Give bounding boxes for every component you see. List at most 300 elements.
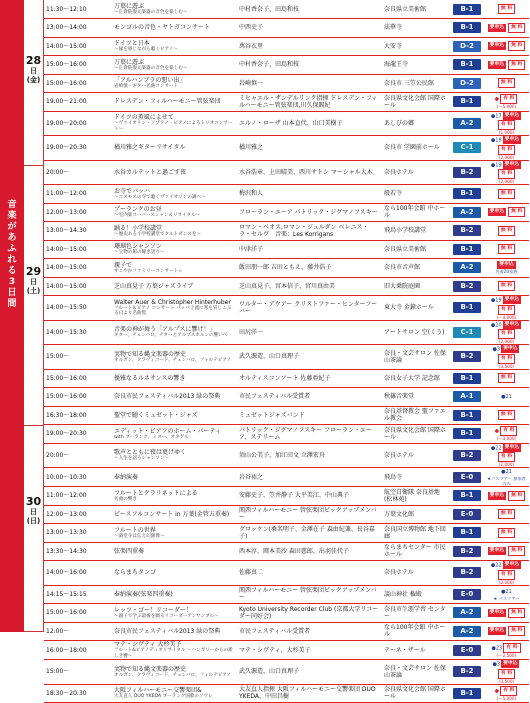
event-title: 踊る！小学校講堂	[114, 224, 163, 232]
event-performers: ミヒャエル・ザンデルリンク指揮 ドレスデン・フィルハーモニー管弦楽団,川久保賜紀	[237, 93, 382, 112]
area-code-cell	[450, 259, 484, 278]
table-row	[44, 259, 529, 278]
area-code-badge: A-2	[453, 207, 481, 218]
table-row	[44, 585, 529, 604]
event-venue: 大安寺	[382, 37, 450, 56]
event-time: 13:00〜13:30	[44, 524, 112, 543]
event-performers: 武久源造、山口真理子	[237, 345, 382, 370]
area-code-cell	[450, 684, 484, 703]
event-subtitle: オルガン、クラヴィコード、チェンバロ、フォルテピアノ	[114, 672, 232, 678]
event-time: 14:00〜16:00	[44, 561, 112, 586]
event-time: 15:00〜	[44, 345, 112, 370]
reservation-cell	[484, 19, 529, 38]
event-venue: 奈良県文化会館 国際ホール	[382, 684, 450, 703]
area-code-badge: A-2	[453, 262, 481, 273]
table-row	[44, 468, 529, 487]
event-title-cell	[112, 369, 237, 388]
reservation-cell	[484, 259, 529, 278]
event-venue: 奈良県立美術館	[382, 0, 450, 19]
area-code-cell	[450, 203, 484, 222]
application-required-badge: 要申込	[489, 61, 505, 67]
table-row	[44, 604, 529, 623]
application-required-badge: 要申込	[489, 548, 505, 554]
area-code-cell	[450, 542, 484, 561]
free-badge: 無 料	[498, 4, 515, 14]
event-performers: 須山公美子、加江田文 立澤宏舟	[237, 443, 382, 468]
event-performers: エルノ・ローザ 山本直代、山口美樹子	[237, 111, 382, 136]
event-subtitle: 〜歴史ある小学校講堂でクルトダンスを〜	[114, 231, 202, 237]
reservation-cell	[484, 443, 529, 468]
area-code-cell	[450, 240, 484, 259]
event-venue: 飛鳥寺	[382, 468, 450, 487]
event-venue: なら100年会館 中ホール	[382, 203, 450, 222]
paid-badge: 有 料	[498, 452, 515, 462]
event-time: 14:00〜15:00	[44, 240, 112, 259]
event-title: Walter Auer & Christopher Hinterhuber	[114, 298, 231, 306]
event-performers: 田尻洋一	[237, 320, 382, 345]
event-title-cell	[112, 660, 237, 685]
reservation-cell	[484, 542, 529, 561]
event-title-cell	[112, 222, 237, 241]
area-code-cell	[450, 56, 484, 75]
reservation-cell	[484, 369, 529, 388]
event-time: 15:00〜16:00	[44, 604, 112, 623]
application-required-badge: 要申込	[504, 444, 520, 450]
event-title-cell	[112, 388, 237, 407]
event-title-cell	[112, 240, 237, 259]
table-row	[44, 56, 529, 75]
event-performers: 市民フェスティバル受賞者	[237, 388, 382, 407]
reservation-cell	[484, 93, 529, 112]
area-code-badge: A-2	[453, 626, 481, 637]
day-label-28: 28 日 (金)	[24, 0, 44, 166]
event-title-cell	[112, 542, 237, 561]
event-venue: 法華寺	[382, 19, 450, 38]
table-row	[44, 111, 529, 136]
ticket-price: (〜3,000)	[496, 436, 517, 442]
paid-badge: 有 料	[498, 169, 515, 179]
reservation-cell	[484, 56, 529, 75]
event-subtitle: 〜親子で学ぶ最後を願るリコーダーアンサンブル〜	[114, 613, 219, 619]
event-venue: 奈良市生涯学習 センター	[382, 604, 450, 623]
event-venue: 奈良国立博物館 地下回廊	[382, 524, 450, 543]
reservation-cell	[484, 622, 529, 641]
event-time: 18:30〜20:30	[44, 684, 112, 703]
reservation-cell	[484, 345, 529, 370]
table-row	[44, 425, 529, 444]
event-subtitle: 岩崎慎一ギター名曲コンサート	[114, 84, 179, 89]
area-code-badge: B-2	[453, 225, 481, 236]
area-code-badge: B-2	[453, 281, 481, 292]
ticket-price: (〜4,000)	[496, 314, 517, 320]
event-title: ドレスデン・フィルハーモニー管弦楽団	[114, 98, 221, 106]
event-subtitle: 大友直人 DUO YKEDA ブーランク国歌のソワレ	[114, 694, 213, 699]
table-row	[44, 222, 529, 241]
event-performers: 佐藤真二	[237, 561, 382, 586]
event-performers: パトリック・ジグマノフスキー フローラン・エーア、ステリーム	[237, 425, 382, 444]
event-title: 楢川雅之ギターリサイタル	[114, 144, 186, 152]
event-subtitle: 〜宝物の館の瞳き語り〜	[114, 250, 165, 255]
area-code-cell	[450, 93, 484, 112]
free-badge: 無 料	[508, 608, 525, 618]
table-row	[44, 622, 529, 641]
free-badge: 無 料	[498, 410, 515, 420]
event-title: レッツ・ゴー！リコーダー！	[114, 606, 192, 614]
area-code-badge: D-2	[453, 78, 481, 89]
area-code-badge: B-1	[453, 527, 481, 538]
event-title-cell	[112, 604, 237, 623]
event-venue: 奈良ホテル	[382, 561, 450, 586]
event-time: 11:00〜12:00	[44, 487, 112, 506]
application-required-badge: 要申込	[499, 262, 514, 268]
day-label-29: 29 日 (土)	[24, 166, 44, 426]
event-performers: 芝山真見子、宮本信子、宮川真由美	[237, 277, 382, 296]
event-title-cell	[112, 185, 237, 204]
area-code-badge: B-1	[453, 4, 481, 15]
event-time: 10:00〜10:30	[44, 468, 112, 487]
paid-badge: 有 料	[498, 669, 515, 679]
area-code-cell	[450, 160, 484, 185]
event-venue: 奈良・文芸サロン 佐保山茶論	[382, 345, 450, 370]
reservation-cell	[484, 684, 529, 703]
event-title: 万葉に遊ぶ	[114, 58, 145, 66]
area-code-cell	[450, 320, 484, 345]
event-time: 13:00〜14:00	[44, 19, 112, 38]
event-performers: 市民フェスティバル受賞者	[237, 622, 382, 641]
table-row	[44, 684, 529, 703]
event-performers: 楢川雅之	[237, 136, 382, 161]
area-code-badge: B-1	[453, 373, 481, 384]
reservation-cell	[484, 296, 529, 321]
table-row	[44, 406, 529, 425]
event-performers: 萬谷衣里	[237, 37, 382, 56]
event-subtitle: 〜正倉院復元楽器の音色を楽しむ〜	[114, 9, 188, 15]
event-venue: 奈良ホテル	[382, 443, 450, 468]
event-time: 19:00〜20:30	[44, 136, 112, 161]
event-title: 「アルハンブラの想い出」	[114, 77, 186, 84]
event-performers: ミュゼットジャズバンド	[237, 406, 382, 425]
free-badge: 無 料	[508, 546, 525, 556]
day-label-30: 30 日 (日)	[24, 426, 44, 632]
table-row	[44, 443, 529, 468]
event-title-cell	[112, 468, 237, 487]
application-required-badge: 要申込	[504, 137, 520, 142]
area-code-badge: B-1	[453, 302, 481, 313]
event-title: ドイツと日本	[114, 40, 150, 47]
reservation-cell	[484, 524, 529, 543]
reservation-cell	[484, 660, 529, 685]
event-title-cell	[112, 561, 237, 586]
reservation-cell	[484, 111, 529, 136]
event-subtitle: 〜コスモスの寺で聴くヴァイオリンの調べ〜	[114, 194, 206, 200]
event-performers: フローラン・エーア パトリック・ジグマノフスキー	[237, 203, 382, 222]
paid-badge: 有 料	[500, 686, 517, 696]
area-code-cell	[450, 660, 484, 685]
event-subtitle: 〜室内楽コーバースシャン＆リサイタル〜	[114, 213, 201, 218]
area-code-cell	[450, 468, 484, 487]
ticket-price: (〜2,500)	[496, 652, 517, 658]
ticket-price: (〜5,000)	[496, 104, 517, 110]
area-code-cell	[450, 111, 484, 136]
table-row	[44, 542, 529, 561]
event-title: 水谷カルテットと過ごす夜	[114, 168, 187, 176]
ticket-number-badge: ●21	[501, 469, 512, 475]
ticket-number-badge: ●19	[490, 162, 502, 168]
event-title: フルートとクラリネットによる	[114, 489, 198, 497]
diamond-icon: ◆	[494, 95, 500, 103]
event-performers: 中西史子	[237, 19, 382, 38]
application-required-badge: 要申込	[489, 24, 505, 30]
area-code-badge: B-2	[453, 546, 481, 557]
event-venue: 万葉文化館	[382, 505, 450, 524]
event-title: 万葉に遊ぶ	[114, 2, 145, 10]
event-performers: マテ・シヴティ、大杉美子	[237, 641, 382, 660]
table-row	[44, 345, 529, 370]
event-title-cell	[112, 111, 237, 136]
paid-badge: 有 料	[498, 354, 515, 364]
ticket-price: (2,000)	[498, 154, 515, 160]
application-required-badge: 要申込	[489, 209, 505, 215]
area-code-cell	[450, 622, 484, 641]
table-row	[44, 641, 529, 660]
event-venue: 奈良市 学園前ホール	[382, 136, 450, 161]
free-badge: 無 料	[498, 78, 515, 88]
event-time: 16:30〜18:00	[44, 406, 112, 425]
area-code-badge: E-0	[453, 589, 481, 600]
event-title-cell	[112, 259, 237, 278]
ticket-price: (3,500)	[498, 363, 515, 369]
event-title: 奈良市民フェスティバル2013 緑の祭典	[114, 393, 221, 401]
table-row	[44, 296, 529, 321]
ticket-number-badge: ●3	[492, 661, 501, 668]
event-time: 19:00〜20:30	[44, 425, 112, 444]
event-performers: 水谷浩章、上田晴美、西川サトシ マーシャル大木	[237, 160, 382, 185]
event-venue: 飛鳥小学校講堂	[382, 222, 450, 241]
event-title: モンゴルの音色・ヤトガコンサート	[114, 24, 210, 32]
event-title: 芝山真見子 万葉ジャズライブ	[114, 282, 194, 290]
reservation-cell	[484, 160, 529, 185]
diamond-icon: ◆	[494, 687, 500, 695]
event-title-cell	[112, 136, 237, 161]
event-title: 親子で	[114, 261, 133, 269]
event-venue: 奈良県文化会館 国際ホール	[382, 93, 450, 112]
area-code-badge: B-1	[453, 688, 481, 699]
ticket-price: (2,000)	[498, 339, 515, 344]
event-venue: 海龍王寺	[382, 56, 450, 75]
event-performers: 関西フィルハーモニー 管弦楽団ビックアップメンバー	[237, 505, 382, 524]
area-code-cell	[450, 425, 484, 444]
event-title: お寺でバッハ	[114, 187, 151, 195]
area-code-cell	[450, 561, 484, 586]
area-code-cell	[450, 604, 484, 623]
event-title: エディット・ピアフのホーム・パーティ	[114, 427, 222, 435]
application-required-badge: 要申込	[504, 562, 520, 567]
event-subtitle: ギター、チェンバロ、チターとアルプスホルンの響いべ	[114, 333, 228, 338]
area-code-badge: A-2	[453, 118, 481, 129]
area-code-cell	[450, 345, 484, 370]
event-title: 珊瑚色シャンソン	[114, 243, 162, 250]
reservation-cell	[484, 74, 529, 93]
event-time: 12:00〜	[44, 622, 112, 641]
area-code-badge: B-1	[453, 188, 481, 199]
event-title-cell	[112, 19, 237, 38]
area-code-badge: A-2	[453, 607, 481, 618]
event-title-cell	[112, 0, 237, 19]
event-performers: 関西フィルハーモニー 管弦楽団ビックアップメンバー	[237, 585, 382, 604]
paid-badge: 有 料	[498, 305, 515, 315]
event-venue: アートサロン 空(くう)	[382, 320, 450, 345]
event-time: 14:15〜15:15	[44, 585, 112, 604]
sidebar-title: 音楽があふれる3日間	[7, 200, 17, 309]
event-subtitle: 〜満堂寺は伝え幻源像〜	[114, 533, 165, 539]
event-venue: 奈良市音声館	[382, 259, 450, 278]
paid-badge: 有 料	[500, 94, 517, 104]
event-title: ならまちタンゴ	[114, 569, 157, 577]
application-required-badge: 要申込	[504, 297, 520, 302]
event-title: 歌声とともに夜は更けゆく	[114, 449, 187, 456]
application-required-badge: 要申込	[489, 628, 505, 634]
reservation-cell	[484, 641, 529, 660]
table-row	[44, 136, 529, 161]
area-code-cell	[450, 0, 484, 19]
area-code-badge: B-2	[453, 450, 481, 461]
table-row	[44, 561, 529, 586]
event-subtitle: オルガン、クラヴィコード、チェンバロ、フォルテピアノ	[114, 357, 232, 363]
event-title-cell	[112, 684, 237, 703]
area-code-badge: E-0	[453, 509, 481, 520]
ticket-number-badge: ●23	[491, 645, 503, 651]
area-code-badge: B-2	[453, 666, 481, 677]
area-code-badge: B-1	[453, 428, 481, 439]
free-badge: 無 料	[498, 509, 515, 519]
event-title-cell	[112, 93, 237, 112]
area-code-badge: B-1	[453, 59, 481, 70]
reservation-cell	[484, 240, 529, 259]
event-venue: 航空自衛隊 奈良基地(松林苑)	[382, 487, 450, 506]
free-badge: 無 料	[508, 207, 525, 217]
paid-badge: 有 料	[503, 643, 520, 653]
event-venue: 般若寺	[382, 185, 450, 204]
event-performers: 中村香奈子、田島和枝	[237, 0, 382, 19]
ticket-price: (1,000)	[498, 130, 515, 135]
free-badge: 無 料	[498, 281, 515, 291]
event-time: 14:00〜15:00	[44, 259, 112, 278]
area-code-badge: B-2	[453, 351, 481, 362]
area-code-cell	[450, 388, 484, 407]
ticket-number-badge: ●22	[490, 562, 502, 569]
diamond-icon: ◆	[494, 427, 500, 435]
area-code-badge: C-1	[453, 142, 481, 153]
event-time: 12:00〜13:00	[44, 505, 112, 524]
event-time: 15:00〜16:00	[44, 388, 112, 407]
table-row	[44, 487, 529, 506]
event-title-cell	[112, 641, 237, 660]
event-venue: 秋篠音楽堂	[382, 388, 450, 407]
event-venue: 奈良基督教会 聖ファエル教会	[382, 406, 450, 425]
table-row	[44, 660, 529, 685]
free-badge: 無 料	[498, 373, 515, 383]
event-time: 15:00〜16:00	[44, 369, 112, 388]
event-title-cell	[112, 160, 237, 185]
event-performers: ロマン・ベオス,ロマン・ジュルダン ベレニス・ラ・セルヴ 音楽：Les Korrigans	[237, 222, 382, 241]
event-title-cell	[112, 622, 237, 641]
ticket-number-badge: ●22	[490, 445, 502, 451]
event-title: ピースフルコンサート in 万葉(金管五重奏)	[114, 510, 230, 518]
reservation-cell	[484, 37, 529, 56]
event-time: 12:00〜13:00	[44, 203, 112, 222]
table-row	[44, 505, 529, 524]
area-code-badge: C-1	[453, 327, 481, 338]
event-subtitle: フルート＆ピアノ コンサート パッパ上流に寒を冒しこぶる日より名曲集	[114, 305, 232, 317]
table-row	[44, 203, 529, 222]
event-time: 16:00〜18:00	[44, 641, 112, 660]
reservation-cell	[484, 277, 529, 296]
ticket-number-badge: ●20	[490, 322, 502, 328]
event-time: 13:00〜14:30	[44, 222, 112, 241]
free-badge: 無 料	[508, 626, 525, 636]
event-performers: 西本淳、岡本美沙 森田慈郎、出羽佳代子	[237, 542, 382, 561]
event-title-cell	[112, 345, 237, 370]
application-required-badge: 要申込	[503, 346, 518, 351]
table-row	[44, 388, 529, 407]
event-performers: 岩崎慎一	[237, 74, 382, 93]
reservation-cell	[484, 406, 529, 425]
event-performers: Kyoto University Recorder Club (京都大学リコーダー同好会)	[237, 604, 382, 623]
sidebar-banner	[0, 0, 24, 632]
area-code-badge: B-1	[453, 410, 481, 421]
reservation-cell	[484, 203, 529, 222]
event-title: 実物で知る縄文楽器の歴史	[114, 665, 187, 673]
free-badge: 無 料	[498, 189, 515, 199]
table-row	[44, 0, 529, 19]
event-venue: 奈良・文芸サロン 佐保山茶論	[382, 660, 450, 685]
event-title: 聖堂で聴くミュゼット・ジャズ	[114, 411, 198, 419]
event-performers: 中津洋子	[237, 240, 382, 259]
application-required-badge: 要申込	[504, 161, 520, 167]
paid-badge: 有 料	[498, 570, 515, 580]
area-code-cell	[450, 406, 484, 425]
application-required-badge: 要申込	[489, 609, 505, 615]
event-subtitle: すこやかファミリーコンサート☆	[114, 268, 183, 274]
event-title-cell	[112, 320, 237, 345]
event-subtitle: with ブーランク、ミヨー、オネゲル	[114, 434, 189, 440]
reservation-cell	[484, 320, 529, 345]
event-venue: テーネ・ザール	[382, 641, 450, 660]
event-time: 15:00〜	[44, 660, 112, 685]
area-code-cell	[450, 19, 484, 38]
paid-badge: 有 料	[500, 426, 517, 436]
event-performers: 安藤史子、笠井静子 大平美江、中山典子	[237, 487, 382, 506]
paid-badge: 有 料	[498, 145, 515, 155]
event-time: 19:00〜21:00	[44, 93, 112, 112]
table-row	[44, 93, 529, 112]
event-title: フルートの世界	[114, 526, 156, 534]
application-required-badge: 要申込	[489, 43, 505, 49]
event-title: 実物で知る縄文楽器の歴史	[114, 350, 187, 358]
event-venue: 談山神社 権殿	[382, 585, 450, 604]
event-title: 奈良市民フェスティバル2013 緑の祭典	[114, 627, 221, 635]
event-title-cell	[112, 585, 237, 604]
event-time: 15:00〜16:00	[44, 74, 112, 93]
application-required-badge: 要申込	[504, 112, 520, 118]
event-time: 11:30〜12:10	[44, 0, 112, 19]
reservation-cell	[484, 185, 529, 204]
event-subtitle: 〜ヴァイオリン・ソプラノ・ピアノによるトリオコンサート〜	[114, 121, 233, 132]
area-code-badge: E-0	[453, 472, 481, 483]
area-code-cell	[450, 74, 484, 93]
area-code-cell	[450, 487, 484, 506]
event-subtitle: 〜正倉院復元楽器の音色を楽しむ〜	[114, 65, 188, 71]
